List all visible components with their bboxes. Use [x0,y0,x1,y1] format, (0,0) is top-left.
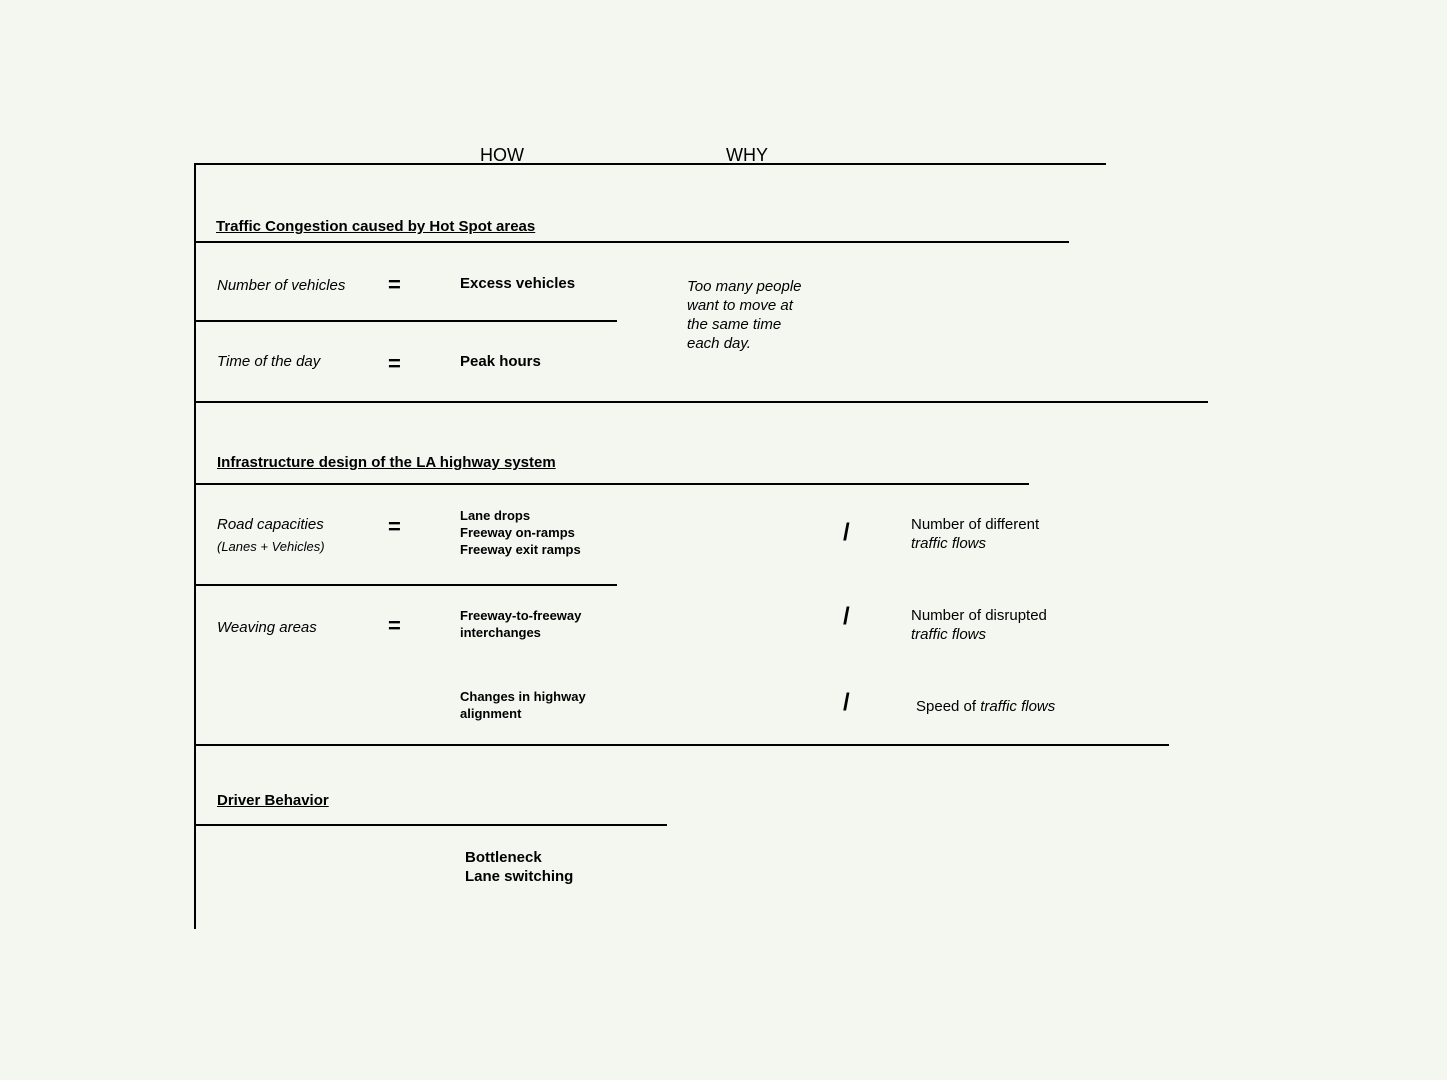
cause-plain: Number of different [911,516,1040,533]
why-line: each day. [687,335,751,352]
cause-plain: Number of disrupted [911,607,1047,624]
value-line: Freeway-to-freeway [460,608,582,623]
value-line: Bottleneck [465,849,542,866]
infrastructure-section-title: Infrastructure design of the LA highway system [217,454,556,471]
peak-hours-value: Peak hours [460,353,541,370]
traffic-section-end-rule [194,401,1208,403]
traffic-row-divider [194,320,617,322]
road-capacities-sublabel: (Lanes + Vehicles) [217,539,325,554]
divider-slash: / [843,689,850,716]
traffic-title-rule [194,241,1069,243]
weaving-areas-label: Weaving areas [217,619,317,636]
why-line: the same time [687,316,782,333]
number-of-vehicles-label: Number of vehicles [217,277,346,294]
driver-title-rule [194,824,667,826]
how-column-header: HOW [480,145,524,165]
disrupted-flows-cause [911,606,1047,644]
infra-section-end-rule [194,744,1169,746]
value-line: Freeway on-ramps [460,525,575,540]
driver-behavior-section-title: Driver Behavior [217,792,329,809]
value-line: Changes in highway [460,689,586,704]
header-rule [194,163,1106,165]
excess-vehicles-value: Excess vehicles [460,275,576,292]
driver-behavior-values [465,848,573,886]
road-capacities-values [460,507,581,558]
cause-italic: traffic flows [911,626,987,643]
divider-slash: / [843,519,850,546]
cause-italic: traffic flows [980,698,1056,715]
equals-sign: = [388,613,401,638]
value-line: alignment [460,706,522,721]
speed-flows-cause [916,697,1055,716]
why-line: want to move at [687,297,793,314]
value-line: Lane switching [465,868,574,885]
why-column-header: WHY [726,145,768,165]
equals-sign: = [388,272,401,297]
highway-alignment-values [460,688,586,722]
infra-row-divider [194,584,617,586]
weaving-areas-values [460,607,581,641]
cause-italic: traffic flows [911,535,987,552]
equals-sign: = [388,514,401,539]
time-of-day-label: Time of the day [217,353,321,370]
traffic-why-text [687,277,802,353]
road-capacities-label: Road capacities [217,516,324,533]
value-line: Freeway exit ramps [460,542,581,557]
left-frame-line [194,163,196,929]
different-flows-cause [911,515,1039,553]
infra-title-rule [194,483,1029,485]
cause-plain: Speed of [916,698,977,715]
equals-sign: = [388,351,401,376]
why-line: Too many people [687,278,802,295]
value-line: interchanges [460,625,541,640]
divider-slash: / [843,603,850,630]
traffic-section-title: Traffic Congestion caused by Hot Spot areas [216,218,536,235]
value-line: Lane drops [460,508,531,523]
